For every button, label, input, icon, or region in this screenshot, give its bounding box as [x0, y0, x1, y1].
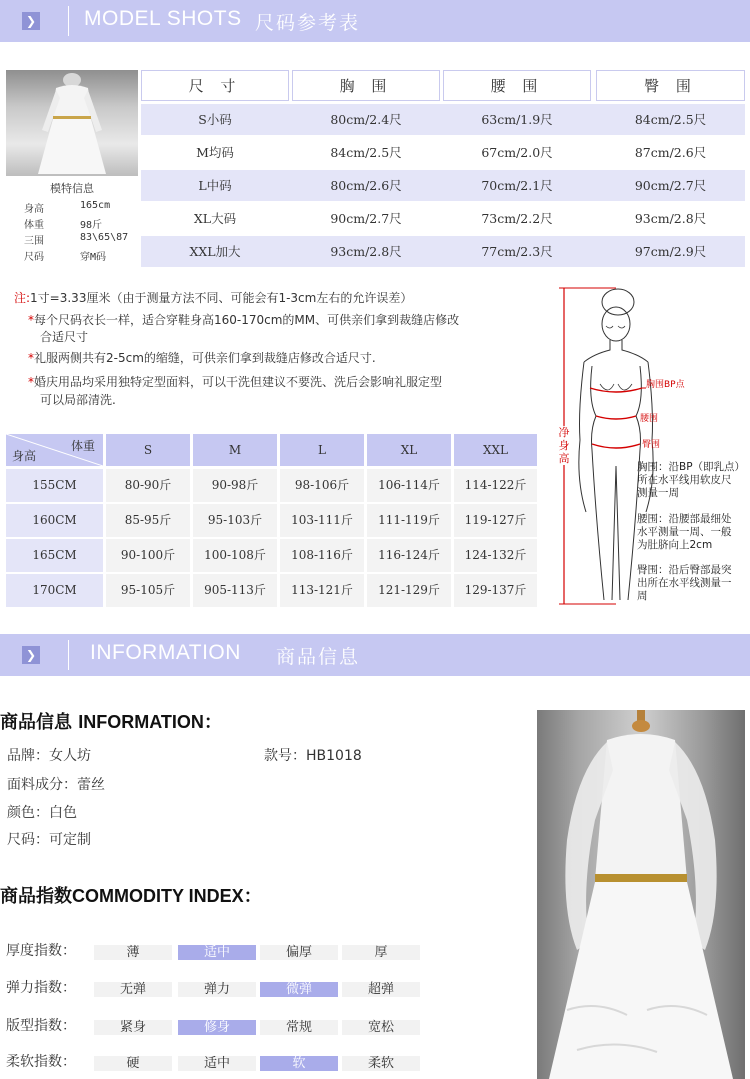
index-option: 厚	[342, 945, 420, 960]
measure-note-line: 臀围：沿后臀部最突	[637, 564, 732, 576]
index-option: 紧身	[94, 1020, 172, 1035]
note-text: 婚庆用品均采用独特定型面料，可以干洗但建议不要洗、洗后会影响礼服定型	[34, 375, 443, 389]
table-cell: 108-116斤	[280, 539, 364, 572]
index-label: 版型指数：	[6, 1018, 76, 1034]
measure-note-line: 胸围：沿BP（即乳点）	[637, 461, 746, 473]
model-dress-illustration	[6, 70, 138, 176]
model-number-line: 款号：HB1018	[264, 748, 362, 764]
commodity-index-title-cn: 商品指数	[0, 886, 72, 907]
model-info-label: 身高	[24, 204, 44, 215]
size-line: 尺码：可定制	[7, 832, 91, 848]
note-item	[28, 350, 376, 367]
header-cell: M	[193, 434, 277, 466]
title-colon: ：	[203, 712, 222, 733]
measure-note-line: 周	[637, 590, 648, 602]
table-cell: 84cm/2.5尺	[330, 145, 402, 160]
corner-label-height: 身高	[12, 449, 37, 463]
table-cell: 90cm/2.7尺	[330, 211, 402, 226]
model-info-row	[24, 232, 129, 247]
banner-title-cn: 商品信息	[276, 646, 361, 668]
note-item	[28, 312, 459, 329]
banner-title-cn: 尺码参考表	[255, 12, 361, 34]
table-row	[141, 137, 745, 168]
table-cell: 95-103斤	[193, 504, 277, 537]
header-cell: 臀 围	[596, 70, 745, 101]
index-row-fit	[0, 1015, 430, 1037]
height-cell: 160CM	[6, 504, 103, 537]
fabric-line: 面料成分：蕾丝	[7, 777, 105, 793]
chevron-right-icon: ❯	[22, 646, 40, 664]
index-option-selected: 微弹	[260, 982, 338, 997]
table-cell: 90-100斤	[106, 539, 190, 572]
table-cell: 124-132斤	[454, 539, 537, 572]
index-row-softness	[0, 1051, 430, 1073]
size-chart-header	[141, 70, 745, 101]
height-label-char: 高	[558, 452, 570, 465]
table-cell: L中码	[198, 178, 232, 193]
measure-note-line: 为肚脐向上2cm	[637, 539, 713, 551]
corner-cell	[6, 434, 103, 466]
table-row	[141, 203, 745, 234]
table-cell: 106-114斤	[367, 469, 451, 502]
model-info-value: 穿M码	[80, 252, 107, 263]
section-banner-information	[0, 634, 750, 676]
model-photo	[6, 70, 138, 176]
bp-label: 胸围BP点	[646, 380, 685, 390]
note-text: 可以局部清洗.	[40, 393, 116, 407]
header-cell: L	[280, 434, 364, 466]
section-banner-model-shots	[0, 0, 750, 42]
table-cell: 67cm/2.0尺	[481, 145, 553, 160]
model-info-label: 体重	[24, 220, 44, 231]
corner-label-weight: 体重	[70, 439, 95, 453]
table-cell: 113-121斤	[280, 574, 364, 607]
index-label: 弹力指数：	[6, 980, 76, 996]
hip-measure-note	[637, 564, 747, 603]
banner-divider	[68, 640, 69, 670]
model-info-label: 尺码	[24, 252, 44, 263]
index-option-selected: 适中	[178, 945, 256, 960]
table-cell: 90cm/2.7尺	[634, 178, 707, 193]
table-cell: 119-127斤	[454, 504, 537, 537]
note-first-line	[14, 290, 412, 307]
index-option: 超弹	[342, 982, 420, 997]
index-option: 无弹	[94, 982, 172, 997]
table-cell: 98-106斤	[280, 469, 364, 502]
table-row	[141, 104, 745, 135]
table-cell: 100-108斤	[193, 539, 277, 572]
table-cell: 73cm/2.2尺	[481, 211, 553, 226]
measure-note-line: 腰围：沿腰部最细处	[637, 513, 732, 525]
table-cell: 103-111斤	[280, 504, 364, 537]
dress-product-photo	[537, 710, 745, 1079]
measure-note-line: 所在水平线用软皮尺	[637, 474, 732, 486]
table-cell: 97cm/2.9尺	[634, 244, 707, 259]
waist-measure-note	[637, 513, 747, 552]
table-cell: 90-98斤	[193, 469, 277, 502]
asterisk-icon: *	[28, 375, 34, 389]
table-cell: 114-122斤	[454, 469, 537, 502]
table-cell: 116-124斤	[367, 539, 451, 572]
index-option: 硬	[94, 1056, 172, 1071]
body-measurement-figure	[556, 280, 746, 610]
table-cell: 80cm/2.4尺	[330, 112, 402, 127]
index-option-selected: 修身	[178, 1020, 256, 1035]
banner-divider	[68, 6, 69, 36]
index-option: 偏厚	[260, 945, 338, 960]
table-cell: M均码	[196, 145, 234, 160]
table-cell: 70cm/2.1尺	[481, 178, 553, 193]
height-label-char: 身	[558, 439, 570, 452]
note-text: 每个尺码衣长一样，适合穿鞋身高160-170cm的MM、可供亲们拿到裁缝店修改	[34, 313, 460, 327]
index-option-selected: 软	[260, 1056, 338, 1071]
height-cell: 155CM	[6, 469, 103, 502]
product-info-title	[0, 708, 222, 734]
index-option: 柔软	[342, 1056, 420, 1071]
product-info-title-cn: 商品信息	[0, 712, 72, 733]
measure-note-line: 出所在水平线测量一	[637, 577, 732, 589]
model-info-row	[24, 216, 103, 231]
product-info-title-en: INFORMATION	[78, 712, 204, 732]
index-option: 薄	[94, 945, 172, 960]
model-info-row	[24, 248, 107, 263]
model-info-value: 165cm	[80, 200, 111, 211]
waist-label: 腰围	[640, 414, 659, 424]
table-cell: 85-95斤	[106, 504, 190, 537]
index-row-elasticity	[0, 977, 430, 999]
chevron-right-icon: ❯	[22, 12, 40, 30]
table-cell: 111-119斤	[367, 504, 451, 537]
index-row-thickness	[0, 940, 430, 962]
height-label	[554, 426, 574, 465]
color-line: 颜色：白色	[7, 805, 77, 821]
header-cell: XL	[367, 434, 451, 466]
height-cell: 170CM	[6, 574, 103, 607]
table-cell: 93cm/2.8尺	[330, 244, 402, 259]
model-info-card	[6, 176, 138, 266]
table-cell: 129-137斤	[454, 574, 537, 607]
note-prefix: 注:	[14, 291, 31, 305]
note-text: 合适尺寸	[40, 330, 89, 344]
table-cell: 80-90斤	[106, 469, 190, 502]
index-option: 弹力	[178, 982, 256, 997]
header-cell: 尺 寸	[141, 70, 289, 101]
model-info-value: 83\65\87	[80, 232, 129, 243]
banner-title-en: MODEL SHOTS	[84, 7, 242, 30]
table-cell: XXL加大	[189, 244, 241, 259]
asterisk-icon: *	[28, 313, 34, 327]
index-label: 厚度指数：	[6, 943, 76, 959]
table-row	[141, 236, 745, 267]
asterisk-icon: *	[28, 351, 34, 365]
height-label-char: 净	[558, 426, 570, 439]
model-info-label: 三围	[24, 236, 44, 247]
title-colon: ：	[243, 886, 262, 907]
table-cell: 80cm/2.6尺	[330, 178, 402, 193]
table-cell: 87cm/2.6尺	[634, 145, 707, 160]
index-option: 常规	[260, 1020, 338, 1035]
measure-note-line: 测量一周	[637, 487, 679, 499]
table-cell: 95-105斤	[106, 574, 190, 607]
brand-line: 品牌：女人坊	[7, 748, 91, 764]
table-cell: S小码	[198, 112, 232, 127]
height-cell: 165CM	[6, 539, 103, 572]
header-cell: S	[106, 434, 190, 466]
hip-label: 臀围	[642, 440, 661, 450]
model-info-row	[24, 200, 111, 215]
header-cell: XXL	[454, 434, 537, 466]
dress-illustration	[537, 710, 745, 1079]
measure-note-line: 水平测量一周、一般	[637, 526, 732, 538]
note-text: 礼服两侧共有2-5cm的缩缝，可供亲们拿到裁缝店修改合适尺寸.	[34, 351, 376, 365]
table-cell: 84cm/2.5尺	[634, 112, 707, 127]
table-cell: 905-113斤	[193, 574, 277, 607]
commodity-index-title-en: COMMODITY INDEX	[72, 886, 244, 906]
table-cell: 77cm/2.3尺	[481, 244, 553, 259]
commodity-index-title	[0, 882, 262, 908]
index-label: 柔软指数：	[6, 1054, 76, 1070]
table-cell: 63cm/1.9尺	[481, 112, 553, 127]
table-cell: XL大码	[193, 211, 237, 226]
model-info-title: 模特信息	[50, 182, 94, 195]
banner-title-en: INFORMATION	[90, 641, 241, 664]
table-cell: 93cm/2.8尺	[634, 211, 707, 226]
note-text: 1寸=3.33厘米（由于测量方法不同、可能会有1-3cm左右的允许误差）	[30, 291, 413, 305]
index-option: 宽松	[342, 1020, 420, 1035]
chest-measure-note	[637, 461, 747, 500]
note-item-continued	[40, 329, 88, 346]
table-cell: 121-129斤	[367, 574, 451, 607]
note-item-continued	[40, 392, 116, 409]
header-cell: 腰 围	[443, 70, 591, 101]
table-row	[141, 170, 745, 201]
model-info-value: 98斤	[80, 220, 103, 231]
index-option: 适中	[178, 1056, 256, 1071]
note-item	[28, 374, 442, 391]
header-cell: 胸 围	[292, 70, 440, 101]
